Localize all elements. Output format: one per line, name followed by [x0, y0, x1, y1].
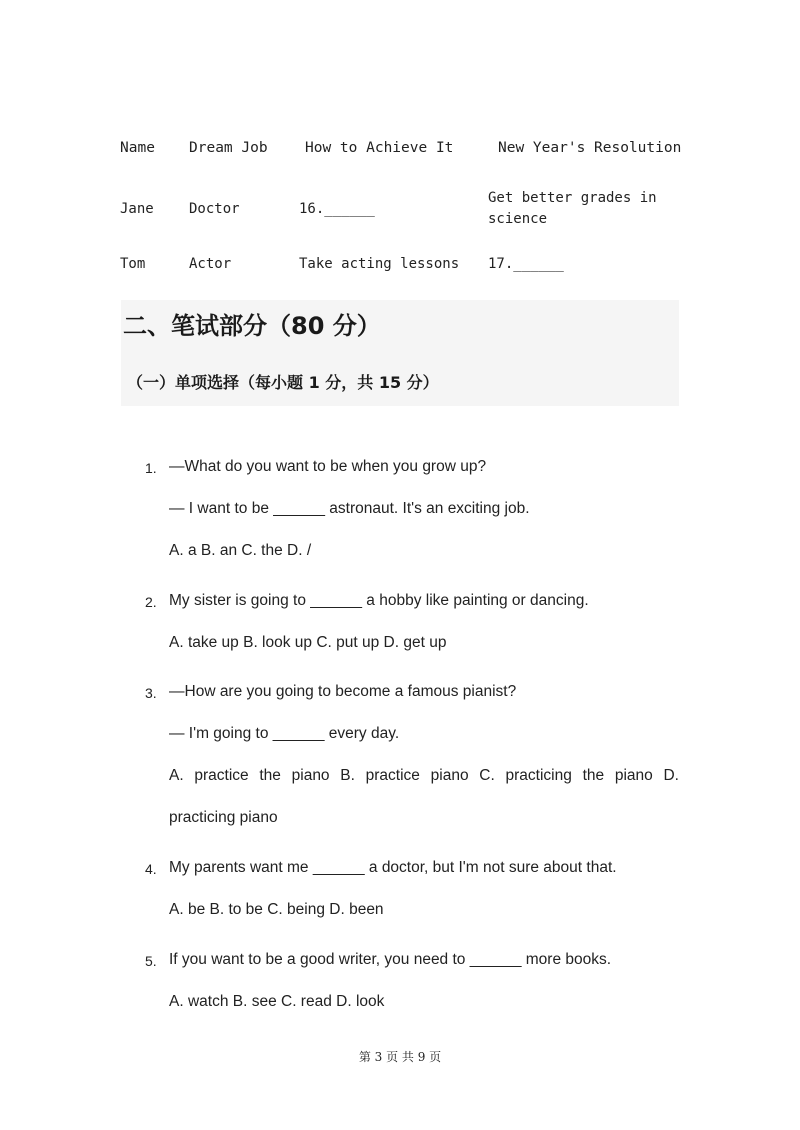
table-cell: 16.______ [299, 200, 375, 217]
question-number: 4. [145, 861, 157, 877]
table-header-cell: Name [120, 140, 155, 156]
table-row [120, 240, 690, 288]
question-line: — I want to be ______ astronaut. It's an exciting job. [169, 500, 530, 517]
question-options: A. watch B. see C. read D. look [169, 993, 385, 1010]
question-line: —How are you going to become a famous pianist? [169, 683, 517, 700]
question-line: —What do you want to be when you grow up? [169, 458, 487, 475]
question-line: My sister is going to ______ a hobby like painting or dancing. [169, 592, 589, 609]
table-header-cell: New Year's Resolution [498, 140, 682, 156]
table-cell: Tom [120, 255, 146, 272]
table-header-cell: Dream Job [189, 140, 268, 156]
table-cell: Get better grades in science [488, 190, 657, 227]
table-cell: Doctor [189, 200, 240, 217]
table-cell: Jane [120, 200, 154, 217]
table-header-row [120, 128, 690, 178]
table-header-cell: How to Achieve It [305, 140, 454, 156]
question-line: If you want to be a good writer, you need to ______ more books. [169, 951, 612, 968]
page-footer: 第 3 页 共 9 页 [358, 1050, 442, 1064]
question-options-continued: practicing piano [169, 809, 278, 826]
question-options: A. be B. to be C. being D. been [169, 901, 384, 918]
table-cell: Actor [189, 255, 232, 272]
question-options: A. take up B. look up C. put up D. get up [169, 634, 447, 651]
info-table [120, 128, 690, 288]
section-header [121, 300, 679, 406]
table-cell: 17.______ [488, 255, 564, 272]
question-number: 1. [145, 460, 157, 476]
section-title: 二、笔试部分（80 分） [123, 312, 381, 340]
question-number: 5. [145, 953, 157, 969]
question-line: My parents want me ______ a doctor, but I'm not sure about that. [169, 859, 617, 876]
question-options: A. practice the piano B. practice piano C. practicing the piano D. [169, 767, 679, 784]
question-options: A. a B. an C. the D. / [169, 542, 312, 559]
question-line: — I'm going to ______ every day. [169, 725, 400, 742]
table-cell: Take acting lessons [299, 255, 460, 272]
section-subtitle: （一）单项选择（每小题 1 分，共 15 分） [127, 373, 439, 392]
table-row [120, 178, 690, 240]
question-number: 2. [145, 594, 157, 610]
question-number: 3. [145, 685, 157, 701]
